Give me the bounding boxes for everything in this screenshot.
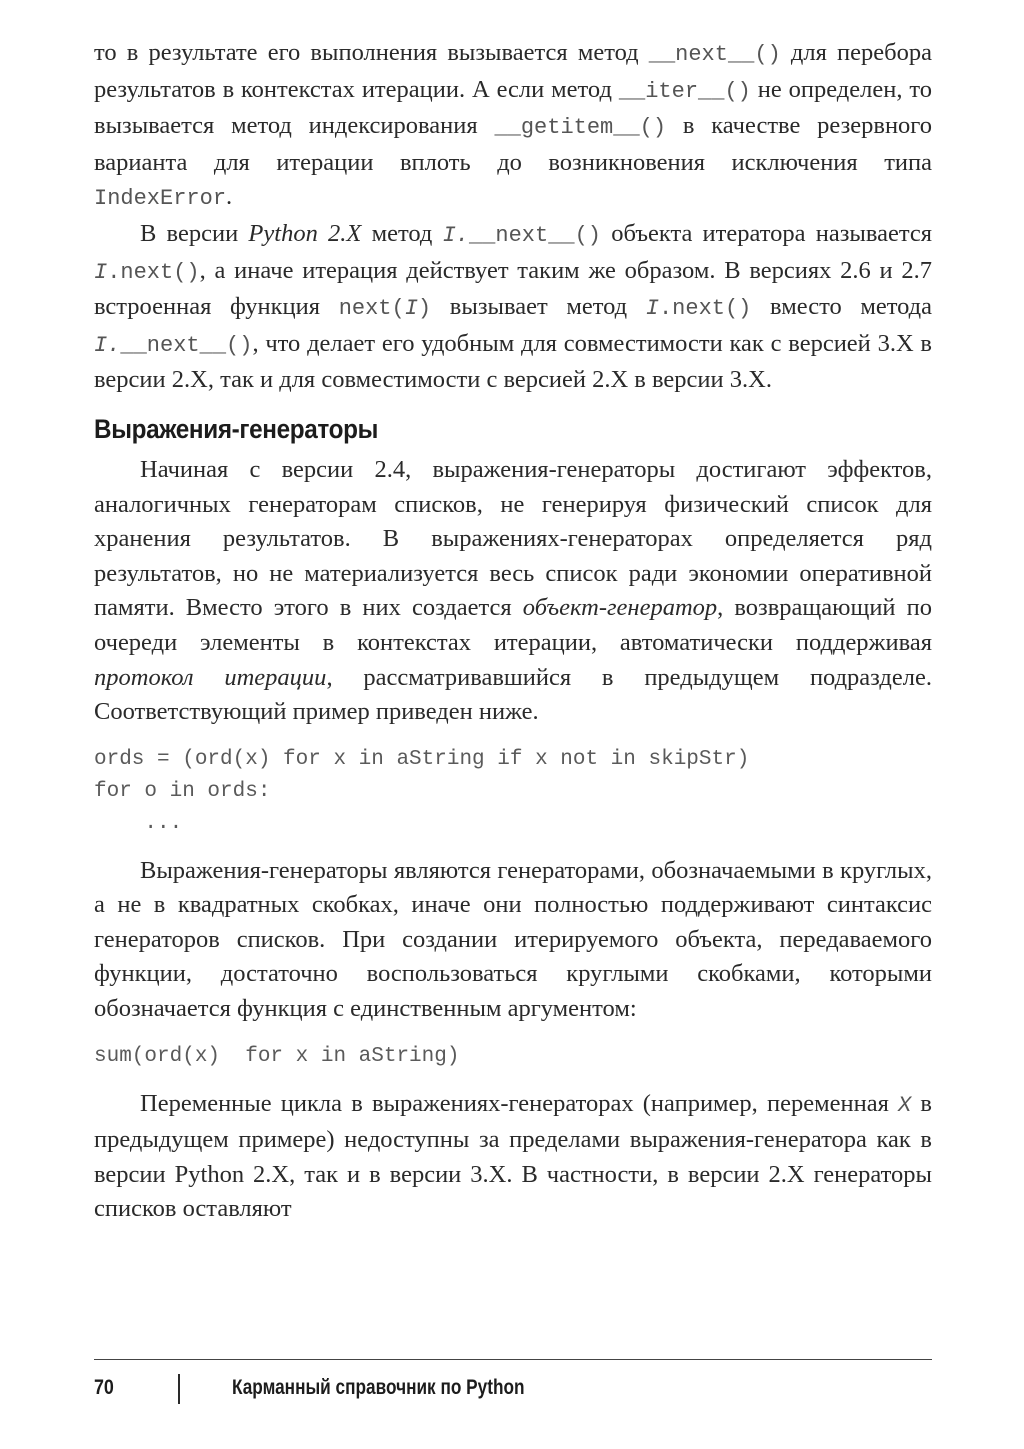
code-inline: __next__() xyxy=(468,222,602,248)
paragraph-3 xyxy=(94,453,932,730)
text-run: в предыдущем примере) недоступны за пределами выражения-генератора как в версии Python 2.X, так и в версии 3.X. В частности, в версии 2.X генераторы списков оставляют xyxy=(94,1089,932,1223)
text-run: вызывает метод xyxy=(431,293,646,321)
paragraph-2 xyxy=(94,217,932,398)
footer-rule xyxy=(94,1359,932,1360)
code-inline: .next() xyxy=(107,259,200,285)
footer-separator xyxy=(178,1374,180,1404)
section-heading: Выражения-генераторы xyxy=(94,413,378,444)
text-run: В версии xyxy=(140,219,249,247)
code-inline: __next__() xyxy=(648,42,781,67)
text-run: , а иначе итерация действует таким же образом. В версиях 2.6 и 2.7 встроенная функция xyxy=(94,256,932,321)
text-run: то в результате его выполнения вызывается метод xyxy=(94,39,649,66)
code-inline: I. xyxy=(442,222,469,248)
text-run: , возвращающий по очереди элементы в контекстах итерации, автоматически поддерживая xyxy=(94,594,933,656)
text-run: для перебора результатов в контекстах итерации. А если метод xyxy=(94,39,932,103)
code-inline: I xyxy=(404,296,418,322)
text-run: Начиная с версии 2.4, выражения-генераторы достигают эффектов, аналогичных генераторам списков, не генерируя физический список для хранения результатов. В выражениях-генераторах определяется ряд результатов, но не материализуется весь список ради экономии оперативной памяти. Вместо этого в них создается xyxy=(94,455,932,622)
page-footer xyxy=(94,1359,932,1416)
text-run: не определен, то вызывается метод индексирования xyxy=(94,75,932,140)
text-run: в качестве резервного варианта для итерации вплоть до возникновения исключения типа xyxy=(94,112,932,176)
code-inline: I xyxy=(645,296,659,322)
page-body xyxy=(94,36,932,1227)
code-block-1: ords = (ord(x) for x in aString if x not in skipStr) for o in ords: ... xyxy=(94,747,750,835)
code-inline: next( xyxy=(338,296,405,322)
code-inline: __getitem__() xyxy=(494,115,667,141)
emphasis: Python 2.X xyxy=(248,219,362,247)
text-run: . xyxy=(226,183,233,211)
text-run: Переменные цикла в выражениях-генераторах (например, переменная xyxy=(140,1089,899,1117)
footer-row xyxy=(94,1376,932,1416)
code-inline: X xyxy=(898,1092,912,1118)
text-run: вместо метода xyxy=(751,293,933,321)
text-run: , рассматривавшийся в предыдущем подразделе. Соответствующий пример приведен ниже. xyxy=(94,663,932,726)
code-inline: __next__() xyxy=(120,332,253,358)
code-inline: ) xyxy=(417,296,432,322)
code-inline: I. xyxy=(94,332,121,358)
book-title: Карманный справочник по Python xyxy=(232,1376,525,1399)
code-inline: IndexError xyxy=(94,186,227,212)
code-inline: .next() xyxy=(658,296,752,322)
paragraph-1 xyxy=(94,36,932,217)
text-run: объекта итератора называется xyxy=(601,219,932,247)
code-inline: I xyxy=(94,259,108,285)
code-block-2: sum(ord(x) for x in aString) xyxy=(94,1044,460,1068)
emphasis: объект-генератор xyxy=(522,594,718,622)
code-inline: __iter__() xyxy=(618,78,751,104)
text-run: метод xyxy=(361,219,443,247)
paragraph-4: Выражения-генераторы являются генераторами, обозначаемыми в круглых, а не в квадратных скобках, иначе они полностью поддерживают синтаксис генераторов списков. При создании итерируемого объекта, передаваемого функции, достаточно воспользоваться круглыми скобками, которыми обозначается функция с единственным аргументом: xyxy=(94,856,932,1023)
page-number: 70 xyxy=(94,1376,114,1399)
paragraph-5 xyxy=(94,1087,932,1227)
text-run: , что делает его удобным для совместимости как с версией 3.X в версии 2.X, так и для совместимости с версией 2.X в версии 3.X. xyxy=(94,329,932,394)
emphasis: протокол итерации xyxy=(94,663,327,691)
